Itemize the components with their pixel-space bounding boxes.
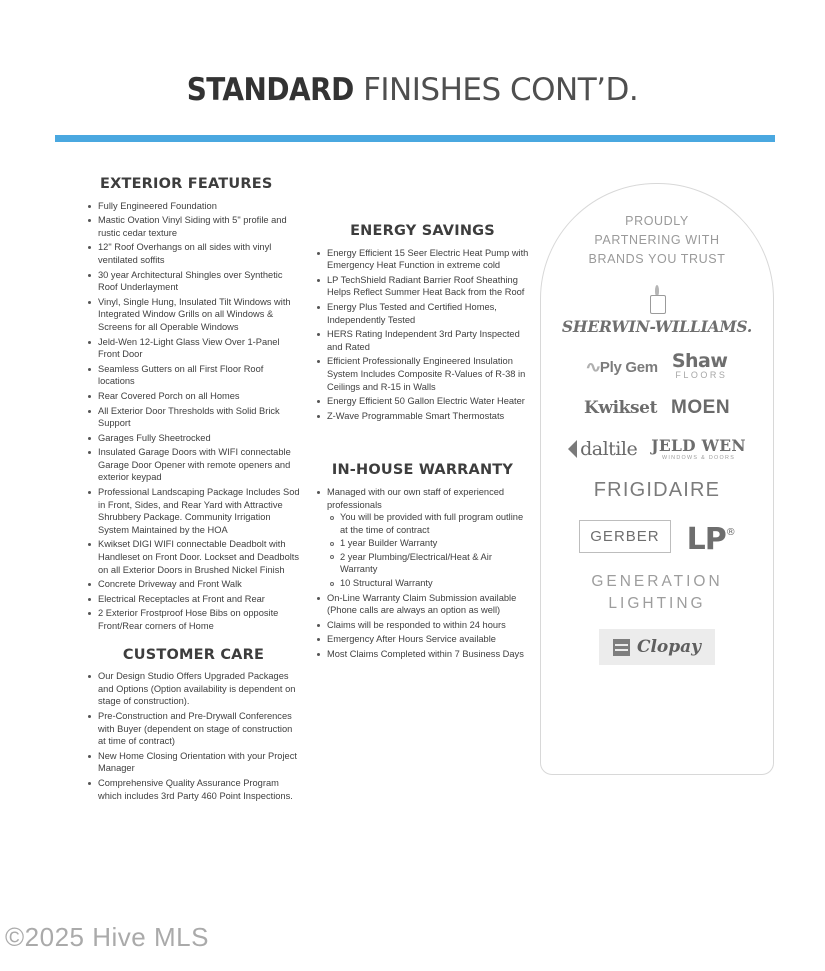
swirl-icon: ∿ <box>584 358 601 376</box>
generation-label: GENERATION <box>591 573 723 590</box>
list-item: Insulated Garage Doors with WIFI connectable Garage Door Opener with remote openers and exterior keypad <box>86 446 301 484</box>
list-item: Electrical Receptacles at Front and Rear <box>86 593 301 606</box>
list-item: Seamless Gutters on all First Floor Roof locations <box>86 363 301 388</box>
jeld-wen-sub-label: WINDOWS & DOORS <box>661 455 736 461</box>
list-item: Energy Efficient 50 Gallon Electric Water Heater <box>315 395 530 408</box>
moen-logo: MOEN <box>671 397 731 418</box>
gerber-logo: GERBER <box>579 520 670 553</box>
sub-list-item: 2 year Plumbing/Electrical/Heat & Air Warranty <box>327 551 530 576</box>
page-title-bold: STANDARD <box>186 72 354 108</box>
in-house-warranty-list <box>315 486 530 661</box>
lighting-label: LIGHTING <box>608 595 706 612</box>
list-item: LP TechShield Radiant Barrier Roof Sheathing Helps Reflect Summer Heat Back from the Roof <box>315 274 530 299</box>
clopay-logo <box>599 629 715 665</box>
garage-door-icon <box>613 639 630 656</box>
list-item: Energy Plus Tested and Certified Homes, Independently Tested <box>315 301 530 326</box>
list-item: Most Claims Completed within 7 Business Days <box>315 648 530 661</box>
list-item: 30 year Architectural Shingles over Synthetic Roof Underlayment <box>86 269 301 294</box>
sherwin-williams-label: SHERWIN-WILLIAMS. <box>561 317 753 336</box>
in-house-warranty-heading: IN-HOUSE WARRANTY <box>331 462 514 479</box>
energy-savings-list <box>315 247 530 423</box>
brand-headline-line-3: BRANDS YOU TRUST <box>588 252 726 266</box>
list-item: Rear Covered Porch on all Homes <box>86 390 301 403</box>
list-item: All Exterior Door Thresholds with Solid Brick Support <box>86 405 301 430</box>
brand-headline-line-1: PROUDLY <box>625 214 689 228</box>
triangle-icon <box>568 440 577 458</box>
shaw-floors-logo <box>671 350 728 380</box>
ply-gem-logo <box>584 358 658 376</box>
list-item-text: Managed with our own staff of experienced professionals <box>327 486 505 510</box>
jeld-wen-label: JELD WEN <box>651 436 746 455</box>
exterior-features-heading: EXTERIOR FEATURES <box>100 176 273 192</box>
brand-partners-panel <box>540 183 774 775</box>
clopay-row <box>541 629 773 665</box>
daltile-jeldwen-row <box>541 436 773 461</box>
watermark: ©2025 Hive MLS <box>5 922 209 952</box>
list-item: Concrete Driveway and Front Walk <box>86 578 301 591</box>
lp-registered-mark: ® <box>725 527 735 538</box>
customer-care-list <box>86 670 301 802</box>
list-item: Professional Landscaping Package Includes Sod in Front, Sides, and Rear Yard with Attractive Shrubbery Package. Community Irrigation System Maintained by the HOA <box>86 486 301 536</box>
brand-headline <box>541 212 773 269</box>
sub-list-item: You will be provided with full program outline at the time of contract <box>327 511 530 536</box>
list-item: HERS Rating Independent 3rd Party Inspected and Rated <box>315 328 530 353</box>
sherwin-williams-logo <box>541 285 773 336</box>
customer-care-heading: CUSTOMER CARE <box>122 646 265 663</box>
list-item: Fully Engineered Foundation <box>86 200 301 213</box>
page-title-light: FINISHES CONT’D. <box>353 72 639 108</box>
title-divider <box>55 135 775 142</box>
list-item <box>315 486 530 590</box>
kwikset-moen-row <box>541 397 773 419</box>
list-item: Pre-Construction and Pre-Drywall Conferences with Buyer (dependent on stage of construction at time of contract) <box>86 710 301 748</box>
paint-can-icon <box>644 285 670 315</box>
list-item: Garages Fully Sheetrocked <box>86 432 301 445</box>
warranty-sublist <box>327 511 530 590</box>
generation-lighting-logo <box>541 573 773 613</box>
list-item: On-Line Warranty Claim Submission available (Phone calls are always an option as well) <box>315 592 530 617</box>
frigidaire-logo: FRIGIDAIRE <box>593 479 721 501</box>
energy-savings-column <box>315 225 530 663</box>
list-item: Energy Efficient 15 Seer Electric Heat Pump with Emergency Heat Function in extreme cold <box>315 247 530 272</box>
sub-list-item: 1 year Builder Warranty <box>327 537 530 550</box>
daltile-logo <box>568 438 637 460</box>
list-item: Kwikset DIGI WIFI connectable Deadbolt with Handleset on Front Door. Lockset and Deadbolts on all Exterior Doors in Brushed Nickel Finish <box>86 538 301 576</box>
brand-headline-line-2: PARTNERING WITH <box>594 233 720 247</box>
gerber-lp-row <box>541 518 773 555</box>
kwikset-logo: Kwikset <box>583 398 658 418</box>
list-item: Comprehensive Quality Assurance Program which includes 3rd Party 460 Point Inspections. <box>86 777 301 802</box>
energy-savings-heading: ENERGY SAVINGS <box>350 223 495 239</box>
list-item: Claims will be responded to within 24 hours <box>315 619 530 632</box>
list-item: 2 Exterior Frostproof Hose Bibs on opposite Front/Rear corners of Home <box>86 607 301 632</box>
list-item: 12" Roof Overhangs on all sides with vinyl ventilated soffits <box>86 241 301 266</box>
list-item: New Home Closing Orientation with your Project Manager <box>86 750 301 775</box>
exterior-features-list <box>86 200 301 633</box>
list-item: Vinyl, Single Hung, Insulated Tilt Windows with Integrated Window Grills on all Windows & Screens for all Operable Windows <box>86 296 301 334</box>
sub-list-item: 10 Structural Warranty <box>327 577 530 590</box>
list-item: Mastic Ovation Vinyl Siding with 5" profile and rustic cedar texture <box>86 214 301 239</box>
exterior-features-column <box>86 178 301 804</box>
clopay-label: Clopay <box>636 637 702 657</box>
daltile-label: daltile <box>580 437 638 460</box>
page-title <box>0 72 825 108</box>
lp-label: LP <box>686 522 726 557</box>
jeld-wen-logo <box>651 436 746 461</box>
shaw-sub-label: FLOORS <box>675 370 728 380</box>
lp-logo <box>687 518 735 555</box>
shaw-label: Shaw <box>671 350 728 372</box>
list-item: Our Design Studio Offers Upgraded Packages and Options (Option availability is dependent on stage of construction). <box>86 670 301 708</box>
list-item: Z-Wave Programmable Smart Thermostats <box>315 410 530 423</box>
ply-gem-label: Ply Gem <box>599 358 658 376</box>
list-item: Jeld-Wen 12-Light Glass View Over 1-Panel Front Door <box>86 336 301 361</box>
plygem-shaw-row <box>541 350 773 380</box>
list-item: Efficient Professionally Engineered Insulation System Includes Composite R-Values of R-38 in Ceilings and R-15 in Walls <box>315 355 530 393</box>
list-item: Emergency After Hours Service available <box>315 633 530 646</box>
